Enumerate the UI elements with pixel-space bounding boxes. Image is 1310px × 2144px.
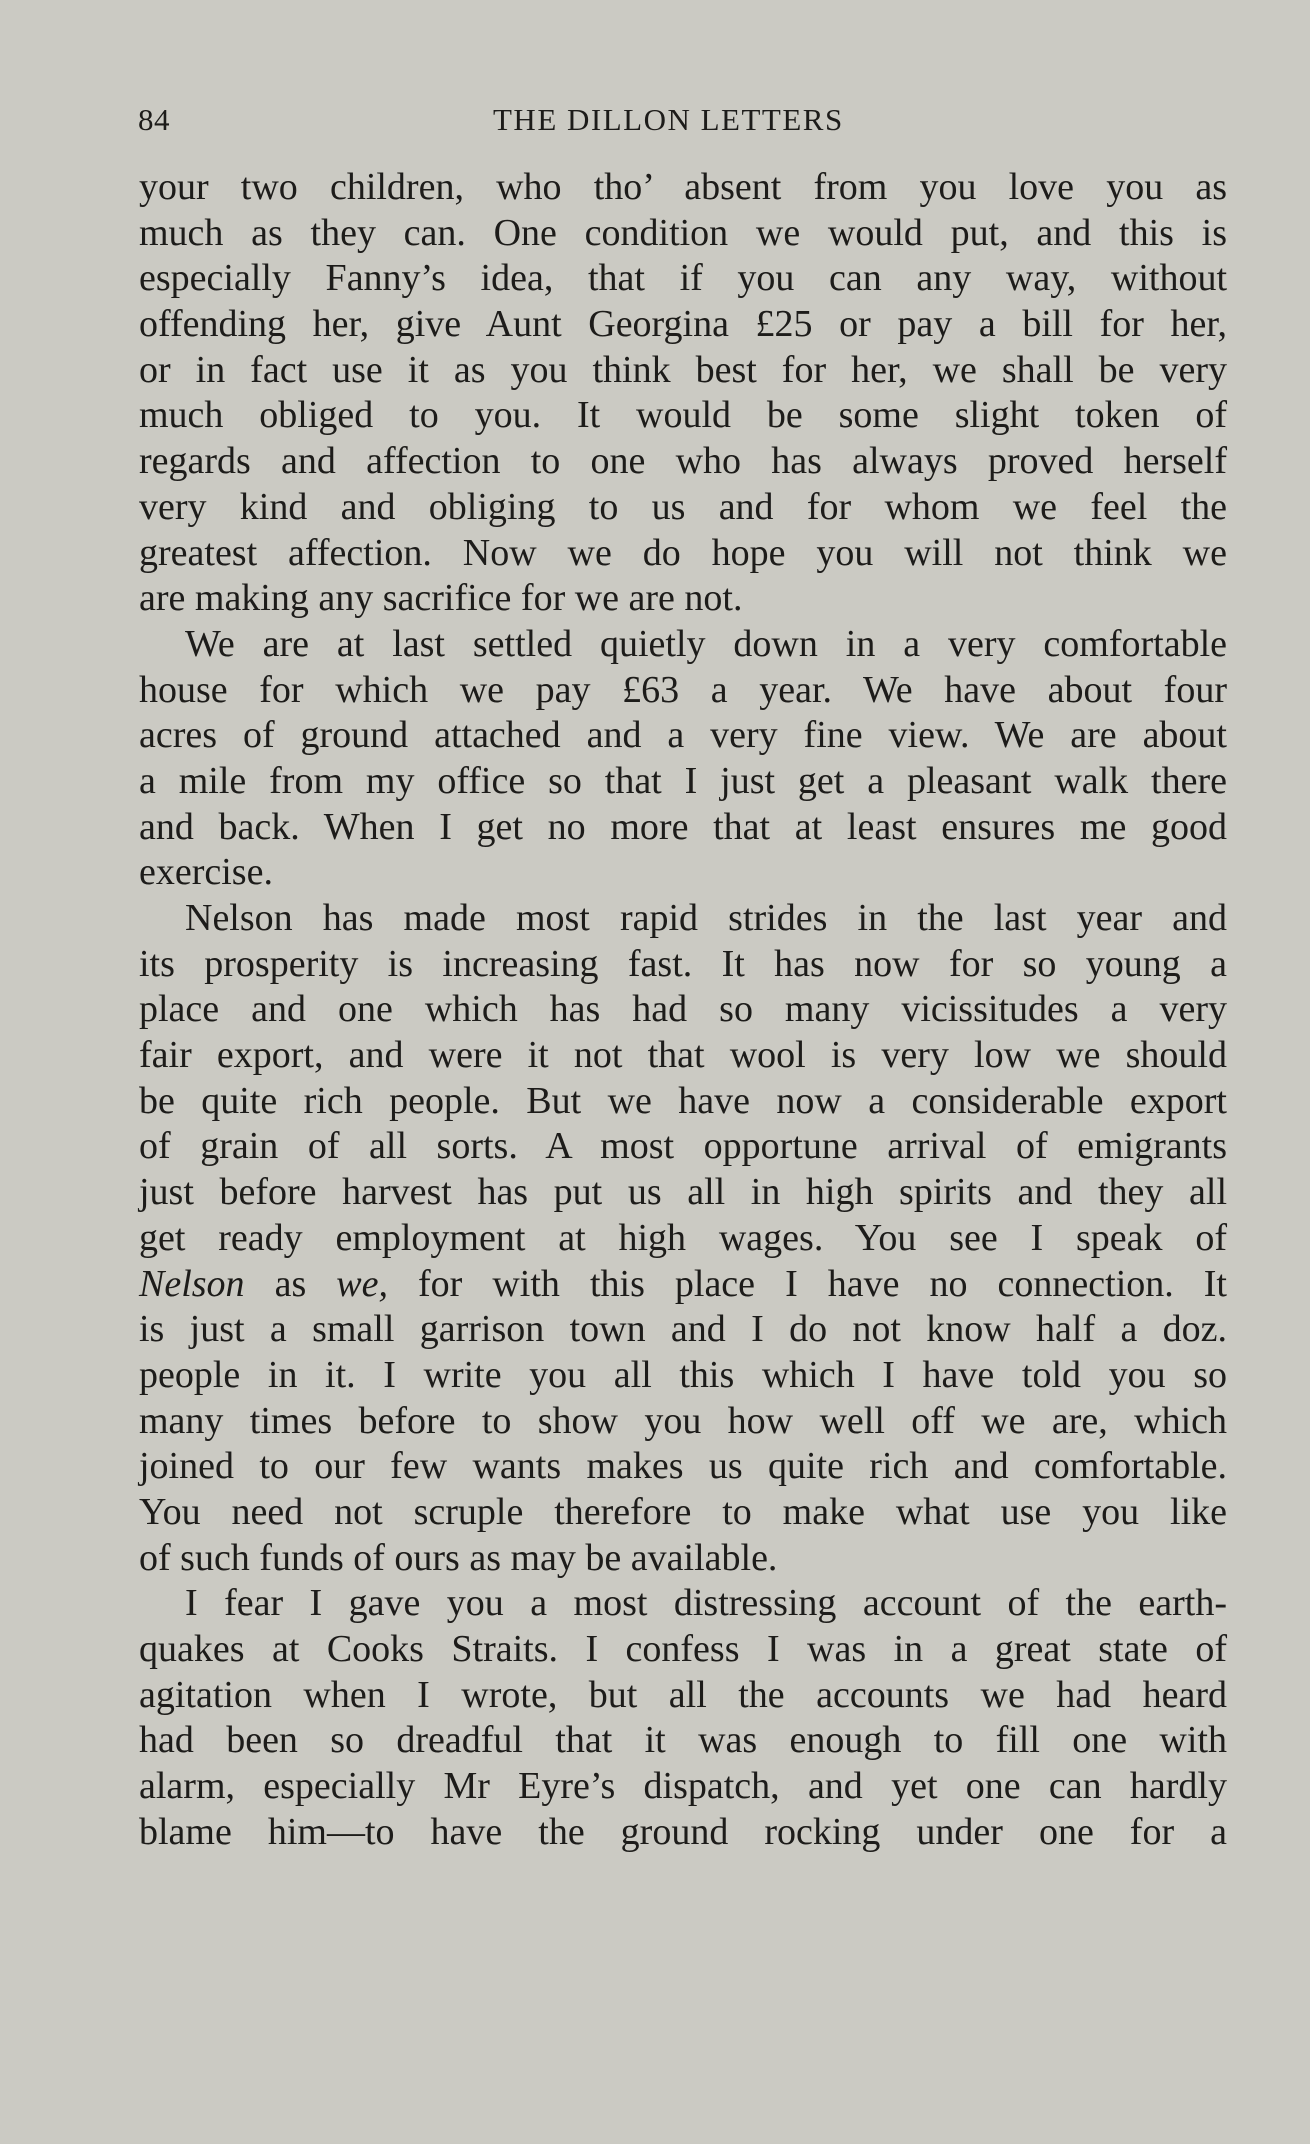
text-line: of such funds of ours as may be available.	[139, 1536, 778, 1579]
text-line: or in fact use it as you think best for her, we shall be very	[139, 348, 1227, 391]
text-line: exercise.	[139, 851, 273, 894]
text-line: people in it. I write you all this which I have told you so	[139, 1353, 1227, 1396]
text-line: regards and affection to one who has always proved herself	[139, 440, 1227, 483]
text-line: had been so dreadful that it was enough to fill one with	[139, 1719, 1227, 1762]
text-run: as	[244, 1262, 337, 1305]
text-line: much obliged to you. It would be some slight token of	[139, 394, 1227, 437]
text-line: is just a small garrison town and I do not know half a doz.	[139, 1308, 1227, 1351]
text-line: your two children, who tho’ absent from you love you as	[139, 166, 1227, 208]
text-line: its prosperity is increasing fast. It has now for so young a	[139, 942, 1227, 985]
text-line: blame him—to have the ground rocking under one for a	[139, 1810, 1227, 1853]
running-head	[138, 102, 1228, 146]
text-line: greatest affection. Now we do hope you will not think we	[139, 531, 1227, 574]
text-line: quakes at Cooks Straits. I confess I was in a great state of	[139, 1628, 1227, 1670]
text-line: agitation when I wrote, but all the accounts we had heard	[139, 1673, 1227, 1716]
body-text	[139, 165, 1227, 1855]
text-line: You need not scruple therefore to make what use you like	[139, 1490, 1227, 1533]
text-line: I fear I gave you a most distressing account of the earth-	[185, 1582, 1227, 1625]
italic-nelson: Nelson	[139, 1262, 245, 1305]
text-line: acres of ground attached and a very fine view. We are about	[139, 714, 1227, 757]
text-line: and back. When I get no more that at least ensures me good	[139, 805, 1227, 848]
text-line: joined to our few wants makes us quite rich and comfortable.	[139, 1445, 1227, 1488]
text-line: just before harvest has put us all in high spirits and they all	[139, 1171, 1227, 1214]
page-number: 84	[138, 102, 170, 137]
text-line: very kind and obliging to us and for whom we feel the	[139, 485, 1227, 528]
text-line: many times before to show you how well off we are, which	[139, 1399, 1227, 1442]
text-line: We are at last settled quietly down in a very comfortable	[185, 622, 1227, 665]
text-line: house for which we pay £63 a year. We have about four	[139, 668, 1227, 711]
text-line: offending her, give Aunt Georgina £25 or pay a bill for her,	[139, 303, 1227, 346]
text-line	[139, 1262, 1227, 1308]
running-title: THE DILLON LETTERS	[493, 102, 844, 137]
text-line: of grain of all sorts. A most opportune arrival of emigrants	[139, 1125, 1227, 1168]
text-run: for with this place I have no connection. It	[388, 1262, 1227, 1305]
text-line: especially Fanny’s idea, that if you can any way, without	[139, 257, 1227, 300]
text-line: Nelson has made most rapid strides in the last year and	[185, 897, 1227, 939]
text-line: get ready employment at high wages. You see I speak of	[139, 1216, 1227, 1259]
text-line: a mile from my office so that I just get a pleasant walk there	[139, 759, 1227, 802]
text-line: are making any sacrifice for we are not.	[139, 577, 743, 620]
text-line: fair export, and were it not that wool is very low we should	[139, 1034, 1227, 1077]
text-line: alarm, especially Mr Eyre’s dispatch, and yet one can hardly	[139, 1765, 1227, 1808]
italic-we: we,	[336, 1262, 388, 1305]
text-line: be quite rich people. But we have now a considerable export	[139, 1079, 1227, 1122]
text-line: place and one which has had so many vicissitudes a very	[139, 988, 1227, 1031]
text-line: much as they can. One condition we would put, and this is	[139, 211, 1227, 254]
